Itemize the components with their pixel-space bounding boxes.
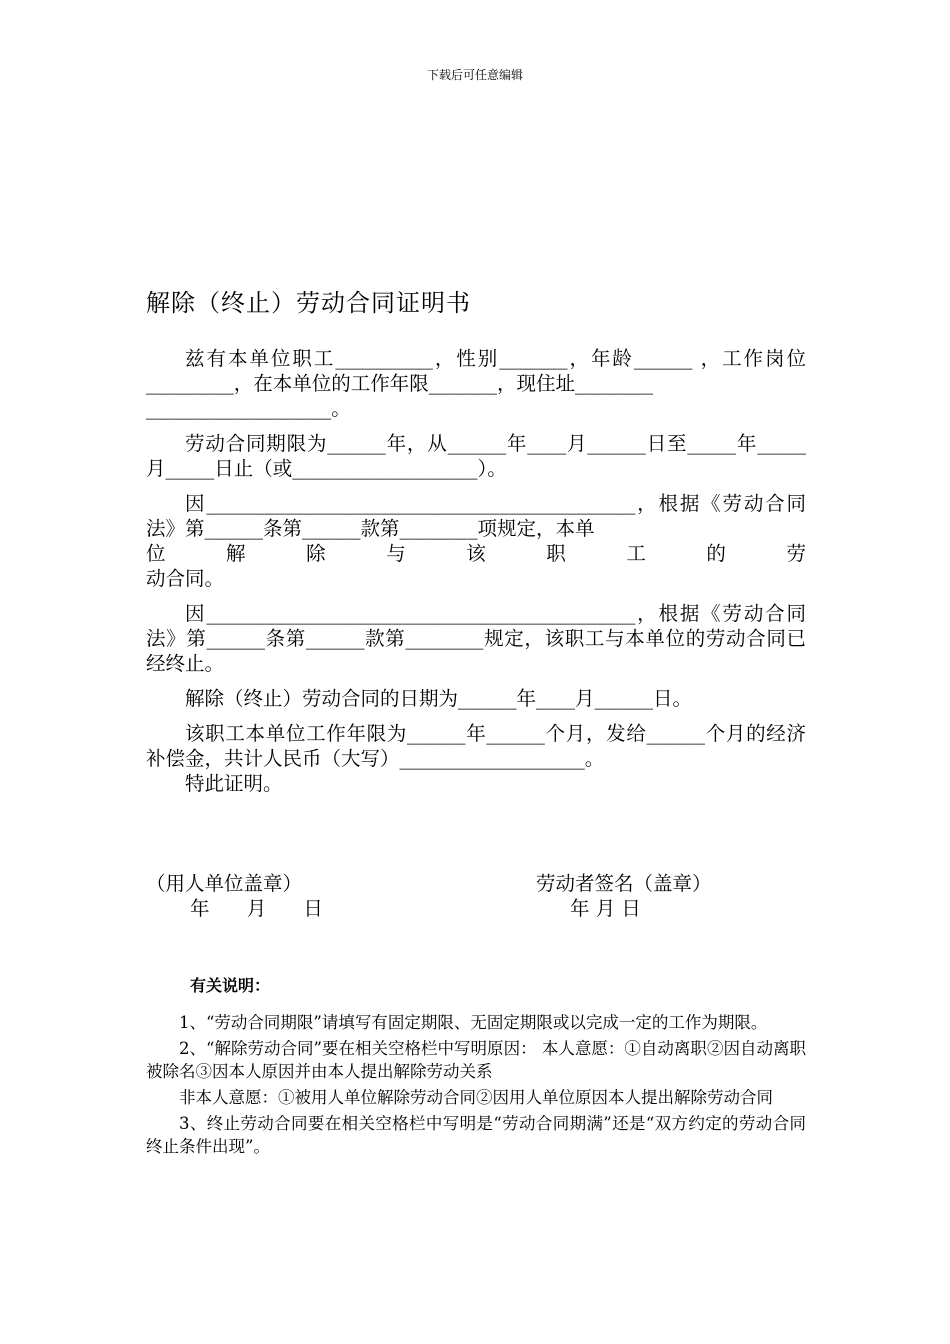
paragraph-end-reason: 因____________________________________________，根据《劳动合同法》第______条第______款第________规定，该职工与本单位的劳动合同已经终止。 (146, 602, 806, 675)
paragraph-termination-reason-end: 动合同。 (146, 567, 225, 590)
document-title: 解除（终止）劳动合同证明书 (146, 289, 471, 317)
paragraph-termination-reason-spread: 位 解 除 与 该 职 工 的 劳 (146, 542, 806, 565)
worker-date: 年 月 日 (570, 897, 641, 920)
paragraph-termination-date: 解除（终止）劳动合同的日期为______年____月______日。 (185, 687, 693, 710)
note-item: 1、“劳动合同期限”请填写有固定期限、无固定期限或以完成一定的工作为期限。 (179, 1013, 768, 1032)
paragraph-employee-info-tail: ___________________。 (146, 397, 351, 420)
notes-list (146, 1011, 806, 1161)
paragraph-termination-reason-main: 因____________________________________________，根据《劳动合同法》第______条第______款第________项规定，本单 (146, 492, 806, 540)
paragraph-compensation: 该职工本单位工作年限为______年______个月，发给______个月的经济补偿金，共计人民币（大写）___________________。 (146, 722, 806, 770)
document-body (146, 346, 806, 806)
note-item: 2、“解除劳动合同”要在相关空格栏中写明原因： 本人意愿：①自动离职②因自动离职被除名③因本人原因并由本人提出解除劳动关系 (146, 1039, 806, 1081)
employer-date: 年 月 日 (190, 897, 323, 920)
paragraph-employee-info: 兹有本单位职工__________，性别_______，年龄______ ，工作岗位_________，在本单位的工作年限_______，现住址________ (146, 347, 806, 395)
note-item: 非本人意愿：①被用人单位解除劳动合同②因用人单位原因本人提出解除劳动合同 (179, 1088, 773, 1107)
paragraph-termination-reason (146, 491, 806, 591)
paragraph-contract-term: 劳动合同期限为______年，从______年____月______日至_____年_____月_____日止（或___________________）。 (146, 432, 806, 480)
employer-seal-label: （用人单位盖章） (146, 872, 303, 895)
worker-signature-label: 劳动者签名（盖章） (536, 872, 712, 895)
paragraph-certify: 特此证明。 (185, 772, 283, 795)
note-item: 3、终止劳动合同要在相关空格栏中写明是“劳动合同期满”还是“双方约定的劳动合同终止条件出现”。 (146, 1114, 806, 1156)
notes-heading: 有关说明： (190, 976, 271, 995)
header-note: 下载后可任意编辑 (426, 68, 523, 82)
